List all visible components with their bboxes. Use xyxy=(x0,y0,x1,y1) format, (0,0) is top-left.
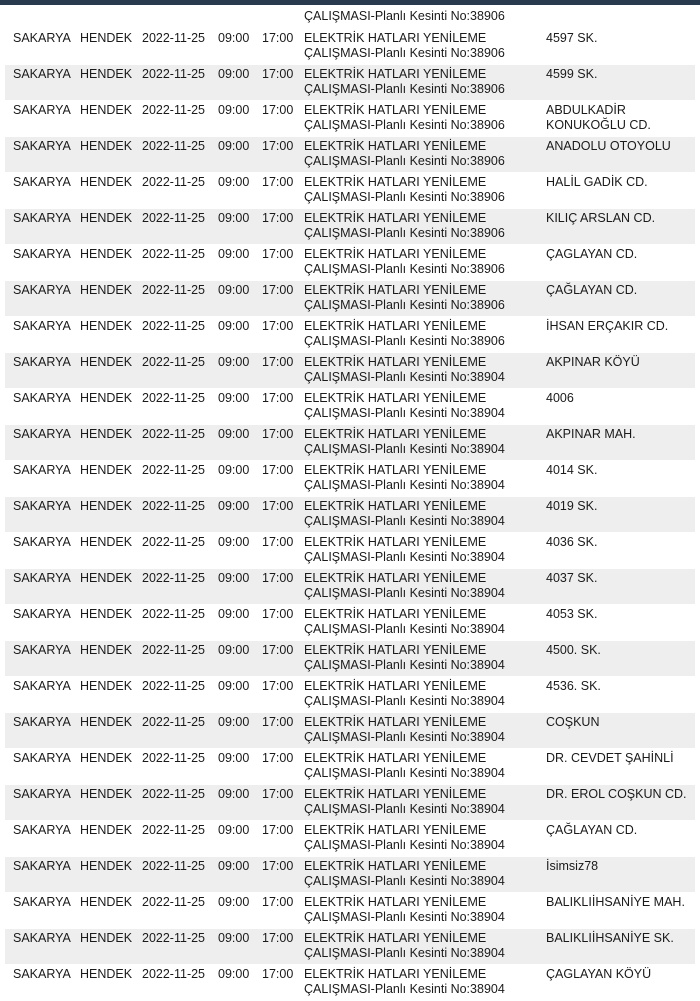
district-cell: HENDEK xyxy=(80,463,133,477)
district-cell: HENDEK xyxy=(80,391,133,405)
description-cell xyxy=(304,535,505,565)
description-line-1: ELEKTRİK HATLARI YENİLEME xyxy=(304,679,487,693)
description-line-1: ELEKTRİK HATLARI YENİLEME xyxy=(304,31,487,45)
street-cell: BALIKLIİHSANİYE MAH. xyxy=(546,895,685,909)
date-cell: 2022-11-25 xyxy=(142,859,206,873)
end-time-cell: 17:00 xyxy=(262,319,294,333)
description-line-2: ÇALIŞMASI-Planlı Kesinti No:38906 xyxy=(304,226,505,240)
end-time-cell: 17:00 xyxy=(262,139,294,153)
description-line-2: ÇALIŞMASI-Planlı Kesinti No:38904 xyxy=(304,910,505,924)
description-cell xyxy=(304,283,505,313)
description-line-2: ÇALIŞMASI-Planlı Kesinti No:38906 xyxy=(304,46,505,60)
table-row xyxy=(5,29,695,65)
description-cell xyxy=(304,823,505,853)
description-cell xyxy=(304,319,505,349)
start-time-cell: 09:00 xyxy=(218,895,250,909)
start-time-cell: 09:00 xyxy=(218,571,250,585)
description-line-2: ÇALIŞMASI-Planlı Kesinti No:38906 xyxy=(304,118,505,132)
table-row xyxy=(5,677,695,713)
street-cell: 4006 xyxy=(546,391,574,405)
description-line-1: ELEKTRİK HATLARI YENİLEME xyxy=(304,715,487,729)
description-cell xyxy=(304,967,505,997)
province-cell: SAKARYA xyxy=(13,751,71,765)
end-time-cell: 17:00 xyxy=(262,823,294,837)
description-line-1: ELEKTRİK HATLARI YENİLEME xyxy=(304,571,487,585)
table-row xyxy=(5,425,695,461)
description-cell xyxy=(304,931,505,961)
end-time-cell: 17:00 xyxy=(262,391,294,405)
street-cell: COŞKUN xyxy=(546,715,600,729)
end-time-cell: 17:00 xyxy=(262,715,294,729)
description-line-2: ÇALIŞMASI-Planlı Kesinti No:38904 xyxy=(304,874,505,888)
description-line-2: ÇALIŞMASI-Planlı Kesinti No:38904 xyxy=(304,802,505,816)
table-row xyxy=(5,245,695,281)
street-cell: DR. CEVDET ŞAHİNLİ xyxy=(546,751,674,765)
street-cell: 4053 SK. xyxy=(546,607,598,621)
district-cell: HENDEK xyxy=(80,283,133,297)
table-row xyxy=(5,317,695,353)
start-time-cell: 09:00 xyxy=(218,859,250,873)
district-cell: HENDEK xyxy=(80,31,133,45)
start-time-cell: 09:00 xyxy=(218,355,250,369)
street-cell: 4500. SK. xyxy=(546,643,601,657)
table-row xyxy=(5,857,695,893)
end-time-cell: 17:00 xyxy=(262,103,294,117)
province-cell: SAKARYA xyxy=(13,535,71,549)
start-time-cell: 09:00 xyxy=(218,67,250,81)
start-time-cell: 09:00 xyxy=(218,967,250,981)
province-cell: SAKARYA xyxy=(13,319,71,333)
description-cell xyxy=(304,175,505,205)
end-time-cell: 17:00 xyxy=(262,643,294,657)
description-cell xyxy=(304,355,505,385)
description-line-1: ELEKTRİK HATLARI YENİLEME xyxy=(304,967,487,981)
date-cell: 2022-11-25 xyxy=(142,139,206,153)
description-line-2: ÇALIŞMASI-Planlı Kesinti No:38904 xyxy=(304,370,505,384)
table-row xyxy=(5,389,695,425)
description-cell xyxy=(304,139,505,169)
end-time-cell: 17:00 xyxy=(262,175,294,189)
street-cell: KILIÇ ARSLAN CD. xyxy=(546,211,656,225)
description-line-1: ELEKTRİK HATLARI YENİLEME xyxy=(304,499,487,513)
province-cell: SAKARYA xyxy=(13,211,71,225)
table-row xyxy=(5,353,695,389)
end-time-cell: 17:00 xyxy=(262,895,294,909)
description-cell xyxy=(304,463,505,493)
start-time-cell: 09:00 xyxy=(218,211,250,225)
table-row xyxy=(5,461,695,497)
description-line-1: ELEKTRİK HATLARI YENİLEME xyxy=(304,283,487,297)
district-cell: HENDEK xyxy=(80,355,133,369)
end-time-cell: 17:00 xyxy=(262,499,294,513)
end-time-cell: 17:00 xyxy=(262,571,294,585)
table-row-partial xyxy=(5,5,695,29)
description-line-1: ELEKTRİK HATLARI YENİLEME xyxy=(304,355,487,369)
province-cell: SAKARYA xyxy=(13,391,71,405)
description-line-2: ÇALIŞMASI-Planlı Kesinti No:38904 xyxy=(304,982,505,996)
description-line-1: ELEKTRİK HATLARI YENİLEME xyxy=(304,931,487,945)
date-cell: 2022-11-25 xyxy=(142,967,206,981)
start-time-cell: 09:00 xyxy=(218,679,250,693)
description-cell xyxy=(304,751,505,781)
end-time-cell: 17:00 xyxy=(262,283,294,297)
description-line-2: ÇALIŞMASI-Planlı Kesinti No:38906 xyxy=(304,298,505,312)
district-cell: HENDEK xyxy=(80,175,133,189)
date-cell: 2022-11-25 xyxy=(142,823,206,837)
start-time-cell: 09:00 xyxy=(218,247,250,261)
end-time-cell: 17:00 xyxy=(262,787,294,801)
start-time-cell: 09:00 xyxy=(218,787,250,801)
district-cell: HENDEK xyxy=(80,967,133,981)
description-line-2: ÇALIŞMASI-Planlı Kesinti No:38904 xyxy=(304,658,505,672)
street-cell: AKPINAR KÖYÜ xyxy=(546,355,640,369)
district-cell: HENDEK xyxy=(80,427,133,441)
description-line-1: ELEKTRİK HATLARI YENİLEME xyxy=(304,787,487,801)
start-time-cell: 09:00 xyxy=(218,319,250,333)
province-cell: SAKARYA xyxy=(13,31,71,45)
end-time-cell: 17:00 xyxy=(262,679,294,693)
description-cell xyxy=(304,895,505,925)
date-cell: 2022-11-25 xyxy=(142,571,206,585)
province-cell: SAKARYA xyxy=(13,967,71,981)
description-cell xyxy=(304,607,505,637)
description-line-2: ÇALIŞMASI-Planlı Kesinti No:38906 xyxy=(304,154,505,168)
street-cell: ÇAGLAYAN CD. xyxy=(546,247,638,261)
district-cell: HENDEK xyxy=(80,679,133,693)
province-cell: SAKARYA xyxy=(13,931,71,945)
province-cell: SAKARYA xyxy=(13,175,71,189)
street-cell: BALIKLIİHSANİYE SK. xyxy=(546,931,674,945)
description-line-2: ÇALIŞMASI-Planlı Kesinti No:38904 xyxy=(304,550,505,564)
description-cell xyxy=(304,103,505,133)
province-cell: SAKARYA xyxy=(13,103,71,117)
street-cell: 4014 SK. xyxy=(546,463,598,477)
date-cell: 2022-11-25 xyxy=(142,31,206,45)
date-cell: 2022-11-25 xyxy=(142,427,206,441)
description-line-2: ÇALIŞMASI-Planlı Kesinti No:38904 xyxy=(304,838,505,852)
description-line-1: ELEKTRİK HATLARI YENİLEME xyxy=(304,859,487,873)
end-time-cell: 17:00 xyxy=(262,859,294,873)
start-time-cell: 09:00 xyxy=(218,931,250,945)
table-row xyxy=(5,893,695,929)
date-cell: 2022-11-25 xyxy=(142,103,206,117)
date-cell: 2022-11-25 xyxy=(142,751,206,765)
description-line-1: ELEKTRİK HATLARI YENİLEME xyxy=(304,751,487,765)
description-cell xyxy=(304,571,505,601)
table-body xyxy=(5,29,695,1001)
province-cell: SAKARYA xyxy=(13,679,71,693)
table-row xyxy=(5,569,695,605)
table-row xyxy=(5,533,695,569)
date-cell: 2022-11-25 xyxy=(142,67,206,81)
end-time-cell: 17:00 xyxy=(262,247,294,261)
table-row xyxy=(5,641,695,677)
district-cell: HENDEK xyxy=(80,247,133,261)
start-time-cell: 09:00 xyxy=(218,751,250,765)
province-cell: SAKARYA xyxy=(13,823,71,837)
street-cell: HALİL GADİK CD. xyxy=(546,175,648,189)
start-time-cell: 09:00 xyxy=(218,175,250,189)
date-cell: 2022-11-25 xyxy=(142,247,206,261)
district-cell: HENDEK xyxy=(80,931,133,945)
description-cell xyxy=(304,427,505,457)
description-cell xyxy=(304,859,505,889)
description-cell xyxy=(304,715,505,745)
end-time-cell: 17:00 xyxy=(262,31,294,45)
province-cell: SAKARYA xyxy=(13,427,71,441)
date-cell: 2022-11-25 xyxy=(142,355,206,369)
date-cell: 2022-11-25 xyxy=(142,463,206,477)
start-time-cell: 09:00 xyxy=(218,715,250,729)
table-row xyxy=(5,209,695,245)
description-cell xyxy=(304,679,505,709)
start-time-cell: 09:00 xyxy=(218,823,250,837)
date-cell: 2022-11-25 xyxy=(142,319,206,333)
description-line-1: ELEKTRİK HATLARI YENİLEME xyxy=(304,427,487,441)
street-cell: İHSAN ERÇAKIR CD. xyxy=(546,319,669,333)
district-cell: HENDEK xyxy=(80,67,133,81)
table-row xyxy=(5,65,695,101)
street-cell: ÇAGLAYAN KÖYÜ xyxy=(546,967,652,981)
table-row xyxy=(5,713,695,749)
province-cell: SAKARYA xyxy=(13,247,71,261)
end-time-cell: 17:00 xyxy=(262,535,294,549)
start-time-cell: 09:00 xyxy=(218,427,250,441)
description-line-1: ELEKTRİK HATLARI YENİLEME xyxy=(304,67,487,81)
province-cell: SAKARYA xyxy=(13,607,71,621)
province-cell: SAKARYA xyxy=(13,859,71,873)
description-cell xyxy=(304,211,505,241)
description-line-1: ELEKTRİK HATLARI YENİLEME xyxy=(304,823,487,837)
table-row xyxy=(5,137,695,173)
date-cell: 2022-11-25 xyxy=(142,787,206,801)
description-cell xyxy=(304,31,505,61)
description-cell xyxy=(304,787,505,817)
street-cell: ABDULKADİR KONUKOĞLU CD. xyxy=(546,103,651,132)
table-row xyxy=(5,605,695,641)
description-line-1: ELEKTRİK HATLARI YENİLEME xyxy=(304,895,487,909)
province-cell: SAKARYA xyxy=(13,283,71,297)
description-line-2: ÇALIŞMASI-Planlı Kesinti No:38904 xyxy=(304,622,505,636)
district-cell: HENDEK xyxy=(80,751,133,765)
description-line-2: ÇALIŞMASI-Planlı Kesinti No:38906 xyxy=(304,190,505,204)
table-row xyxy=(5,173,695,209)
description-line-1: ELEKTRİK HATLARI YENİLEME xyxy=(304,175,487,189)
end-time-cell: 17:00 xyxy=(262,355,294,369)
description-line-2: ÇALIŞMASI-Planlı Kesinti No:38906 xyxy=(304,262,505,276)
province-cell: SAKARYA xyxy=(13,463,71,477)
date-cell: 2022-11-25 xyxy=(142,175,206,189)
end-time-cell: 17:00 xyxy=(262,607,294,621)
table-row xyxy=(5,101,695,137)
district-cell: HENDEK xyxy=(80,859,133,873)
province-cell: SAKARYA xyxy=(13,355,71,369)
description-line-1: ELEKTRİK HATLARI YENİLEME xyxy=(304,139,487,153)
start-time-cell: 09:00 xyxy=(218,643,250,657)
description-cell: ÇALIŞMASI-Planlı Kesinti No:38906 xyxy=(304,9,505,23)
street-cell: ÇAĞLAYAN CD. xyxy=(546,823,638,837)
description-line-1: ELEKTRİK HATLARI YENİLEME xyxy=(304,391,487,405)
start-time-cell: 09:00 xyxy=(218,139,250,153)
street-cell: AKPINAR MAH. xyxy=(546,427,636,441)
table-row xyxy=(5,281,695,317)
province-cell: SAKARYA xyxy=(13,139,71,153)
street-cell: ÇAĞLAYAN CD. xyxy=(546,283,638,297)
date-cell: 2022-11-25 xyxy=(142,391,206,405)
province-cell: SAKARYA xyxy=(13,499,71,513)
province-cell: SAKARYA xyxy=(13,571,71,585)
end-time-cell: 17:00 xyxy=(262,751,294,765)
description-line-2: ÇALIŞMASI-Planlı Kesinti No:38906 xyxy=(304,82,505,96)
description-line-2: ÇALIŞMASI-Planlı Kesinti No:38904 xyxy=(304,946,505,960)
description-cell xyxy=(304,67,505,97)
district-cell: HENDEK xyxy=(80,535,133,549)
district-cell: HENDEK xyxy=(80,643,133,657)
street-cell: 4597 SK. xyxy=(546,31,598,45)
description-line-2: ÇALIŞMASI-Planlı Kesinti No:38904 xyxy=(304,730,505,744)
date-cell: 2022-11-25 xyxy=(142,283,206,297)
street-cell: 4536. SK. xyxy=(546,679,601,693)
street-cell: 4599 SK. xyxy=(546,67,598,81)
start-time-cell: 09:00 xyxy=(218,535,250,549)
date-cell: 2022-11-25 xyxy=(142,643,206,657)
outage-table xyxy=(5,5,695,1001)
description-line-1: ELEKTRİK HATLARI YENİLEME xyxy=(304,319,487,333)
end-time-cell: 17:00 xyxy=(262,967,294,981)
start-time-cell: 09:00 xyxy=(218,283,250,297)
street-cell: İsimsiz78 xyxy=(546,859,599,873)
end-time-cell: 17:00 xyxy=(262,463,294,477)
description-line-2: ÇALIŞMASI-Planlı Kesinti No:38904 xyxy=(304,694,505,708)
start-time-cell: 09:00 xyxy=(218,103,250,117)
district-cell: HENDEK xyxy=(80,499,133,513)
province-cell: SAKARYA xyxy=(13,643,71,657)
province-cell: SAKARYA xyxy=(13,67,71,81)
description-line-2: ÇALIŞMASI-Planlı Kesinti No:38904 xyxy=(304,514,505,528)
street-cell: ANADOLU OTOYOLU xyxy=(546,139,671,153)
start-time-cell: 09:00 xyxy=(218,391,250,405)
description-line-2: ÇALIŞMASI-Planlı Kesinti No:38904 xyxy=(304,766,505,780)
district-cell: HENDEK xyxy=(80,211,133,225)
date-cell: 2022-11-25 xyxy=(142,607,206,621)
start-time-cell: 09:00 xyxy=(218,607,250,621)
end-time-cell: 17:00 xyxy=(262,931,294,945)
district-cell: HENDEK xyxy=(80,787,133,801)
street-cell: 4019 SK. xyxy=(546,499,598,513)
district-cell: HENDEK xyxy=(80,823,133,837)
district-cell: HENDEK xyxy=(80,319,133,333)
district-cell: HENDEK xyxy=(80,895,133,909)
end-time-cell: 17:00 xyxy=(262,211,294,225)
date-cell: 2022-11-25 xyxy=(142,931,206,945)
start-time-cell: 09:00 xyxy=(218,463,250,477)
province-cell: SAKARYA xyxy=(13,715,71,729)
street-cell: 4036 SK. xyxy=(546,535,598,549)
date-cell: 2022-11-25 xyxy=(142,211,206,225)
description-line-1: ELEKTRİK HATLARI YENİLEME xyxy=(304,103,487,117)
description-line-1: ELEKTRİK HATLARI YENİLEME xyxy=(304,211,487,225)
district-cell: HENDEK xyxy=(80,715,133,729)
description-cell xyxy=(304,643,505,673)
table-row xyxy=(5,821,695,857)
date-cell: 2022-11-25 xyxy=(142,499,206,513)
district-cell: HENDEK xyxy=(80,571,133,585)
district-cell: HENDEK xyxy=(80,103,133,117)
description-line-2: ÇALIŞMASI-Planlı Kesinti No:38904 xyxy=(304,478,505,492)
table-row xyxy=(5,785,695,821)
description-cell xyxy=(304,247,505,277)
description-line-2: ÇALIŞMASI-Planlı Kesinti No:38904 xyxy=(304,586,505,600)
table-row xyxy=(5,497,695,533)
street-cell: 4037 SK. xyxy=(546,571,598,585)
description-line-1: ELEKTRİK HATLARI YENİLEME xyxy=(304,247,487,261)
end-time-cell: 17:00 xyxy=(262,67,294,81)
description-line-2: ÇALIŞMASI-Planlı Kesinti No:38904 xyxy=(304,406,505,420)
description-line-2: ÇALIŞMASI-Planlı Kesinti No:38906 xyxy=(304,334,505,348)
province-cell: SAKARYA xyxy=(13,895,71,909)
description-line-2: ÇALIŞMASI-Planlı Kesinti No:38904 xyxy=(304,442,505,456)
date-cell: 2022-11-25 xyxy=(142,895,206,909)
date-cell: 2022-11-25 xyxy=(142,715,206,729)
province-cell: SAKARYA xyxy=(13,787,71,801)
description-line-1: ELEKTRİK HATLARI YENİLEME xyxy=(304,463,487,477)
description-cell xyxy=(304,391,505,421)
district-cell: HENDEK xyxy=(80,139,133,153)
district-cell: HENDEK xyxy=(80,607,133,621)
start-time-cell: 09:00 xyxy=(218,499,250,513)
street-cell: DR. EROL COŞKUN CD. xyxy=(546,787,687,801)
description-line-1: ELEKTRİK HATLARI YENİLEME xyxy=(304,643,487,657)
table-row xyxy=(5,749,695,785)
table-row xyxy=(5,929,695,965)
date-cell: 2022-11-25 xyxy=(142,679,206,693)
description-line-1: ELEKTRİK HATLARI YENİLEME xyxy=(304,535,487,549)
description-cell xyxy=(304,499,505,529)
date-cell: 2022-11-25 xyxy=(142,535,206,549)
start-time-cell: 09:00 xyxy=(218,31,250,45)
description-line-1: ELEKTRİK HATLARI YENİLEME xyxy=(304,607,487,621)
end-time-cell: 17:00 xyxy=(262,427,294,441)
